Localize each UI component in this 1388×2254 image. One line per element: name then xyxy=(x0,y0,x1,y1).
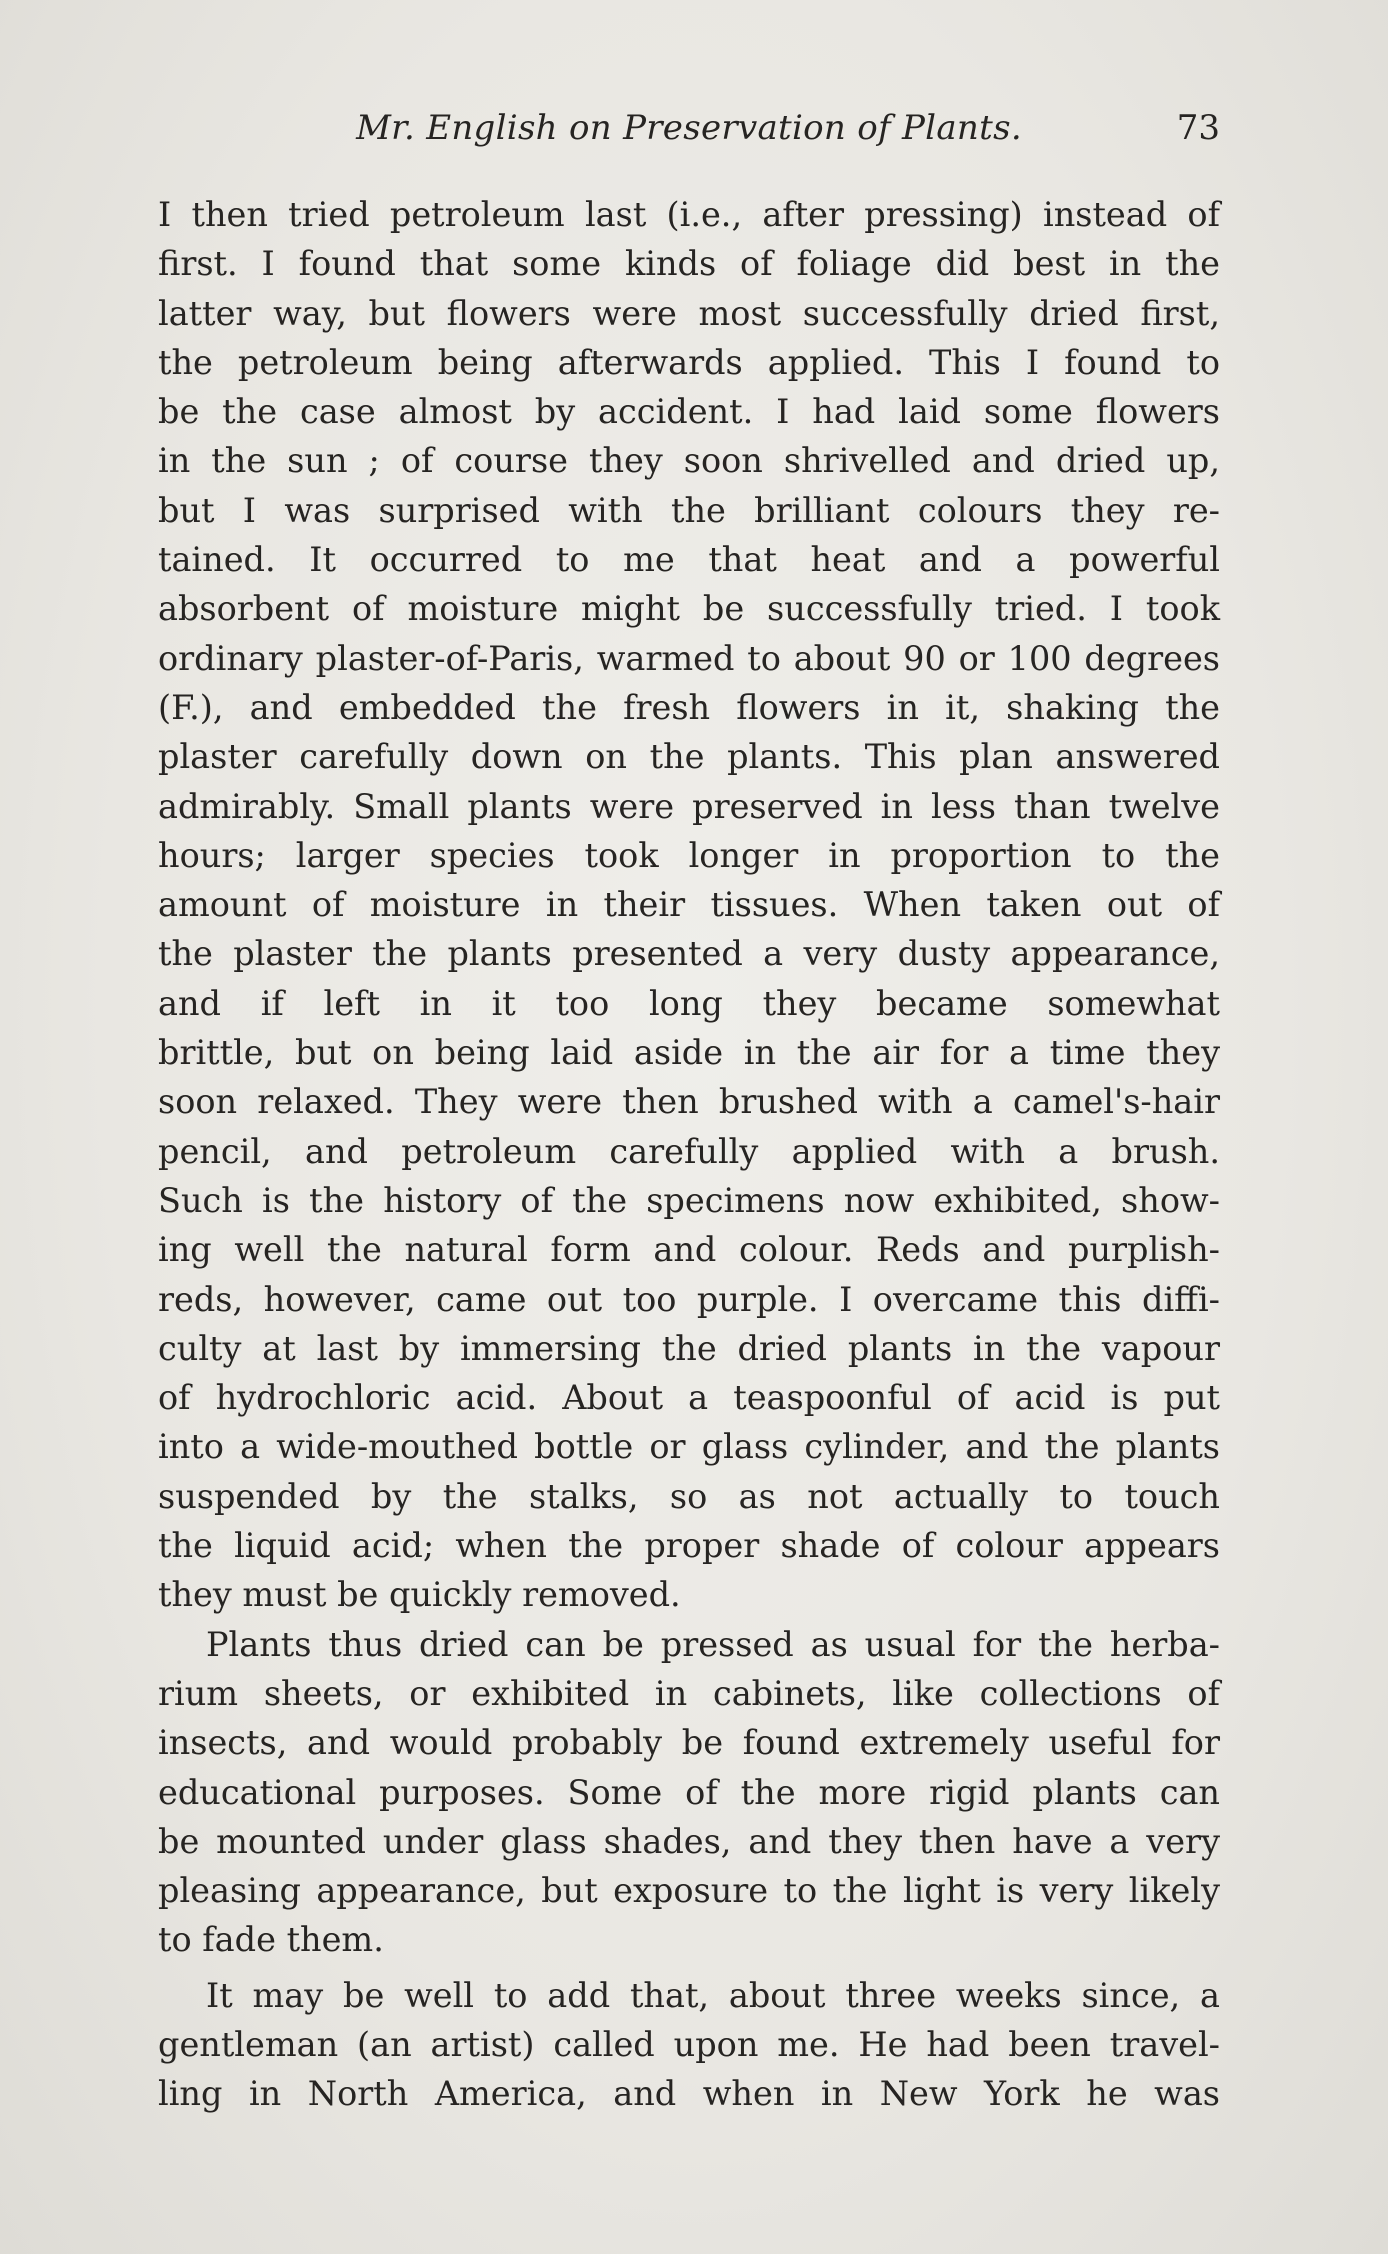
text-line: Plants thus dried can be pressed as usual for the herba- xyxy=(206,1624,1220,1664)
paragraph xyxy=(158,1620,1220,1965)
text-line: latter way, but flowers were most successfully dried first, xyxy=(158,293,1220,333)
text-line: but I was surprised with the brilliant colours they re- xyxy=(158,490,1220,530)
text-line: pleasing appearance, but exposure to the light is very likely xyxy=(158,1871,1220,1911)
text-line: in the sun ; of course they soon shrivelled and dried up, xyxy=(158,441,1220,481)
text-line: first. I found that some kinds of foliage did best in the xyxy=(158,244,1220,284)
text-line: culty at last by immersing the dried plants in the vapour xyxy=(158,1328,1220,1368)
page-header xyxy=(158,100,1220,156)
running-title: Mr. English on Preservation of Plants. xyxy=(356,108,1022,148)
text-line: ing well the natural form and colour. Reds and purplish- xyxy=(158,1230,1220,1270)
text-line: the liquid acid; when the proper shade of colour appears xyxy=(158,1526,1220,1566)
text-line: gentleman (an artist) called upon me. He had been travel- xyxy=(158,2024,1220,2064)
text-line: they must be quickly removed. xyxy=(158,1575,681,1615)
text-line: to fade them. xyxy=(158,1920,384,1960)
text-line: (F.), and embedded the fresh flowers in it, shaking the xyxy=(158,687,1220,727)
text-line: be mounted under glass shades, and they then have a very xyxy=(158,1821,1220,1861)
text-line: hours; larger species took longer in proportion to the xyxy=(158,835,1220,875)
text-line: amount of moisture in their tissues. When taken out of xyxy=(158,885,1220,925)
text-line: and if left in it too long they became somewhat xyxy=(158,983,1220,1023)
text-line: ordinary plaster-of-Paris, warmed to about 90 or 100 degrees xyxy=(158,638,1220,678)
text-line: absorbent of moisture might be successfully tried. I took xyxy=(158,589,1220,629)
text-line: into a wide-mouthed bottle or glass cylinder, and the plants xyxy=(158,1427,1220,1467)
text-line: soon relaxed. They were then brushed with a camel's-hair xyxy=(158,1082,1220,1122)
paragraph xyxy=(158,1971,1220,2119)
text-line: It may be well to add that, about three weeks since, a xyxy=(206,1975,1220,2015)
text-line: tained. It occurred to me that heat and a powerful xyxy=(158,540,1220,580)
text-line: of hydrochloric acid. About a teaspoonful of acid is put xyxy=(158,1378,1220,1418)
text-line: ling in North America, and when in New York he was xyxy=(158,2074,1220,2114)
body-text xyxy=(158,190,1220,2119)
text-line: insects, and would probably be found extremely useful for xyxy=(158,1723,1220,1763)
text-line: plaster carefully down on the plants. This plan answered xyxy=(158,737,1220,777)
text-line: I then tried petroleum last (i.e., after pressing) instead of xyxy=(158,195,1220,234)
text-line: brittle, but on being laid aside in the air for a time they xyxy=(158,1033,1220,1073)
text-line: reds, however, came out too purple. I overcame this diffi- xyxy=(158,1279,1220,1319)
text-line: Such is the history of the specimens now exhibited, show- xyxy=(158,1180,1220,1220)
text-line: pencil, and petroleum carefully applied with a brush. xyxy=(158,1131,1220,1171)
text-line: the plaster the plants presented a very dusty appearance, xyxy=(158,934,1220,974)
text-line: rium sheets, or exhibited in cabinets, like collections of xyxy=(158,1673,1220,1713)
text-line: be the case almost by accident. I had laid some flowers xyxy=(158,392,1220,432)
page-number: 73 xyxy=(1176,108,1220,148)
text-line: the petroleum being afterwards applied. This I found to xyxy=(158,342,1220,382)
paragraph xyxy=(158,190,1220,1620)
text-line: suspended by the stalks, so as not actually to touch xyxy=(158,1476,1220,1516)
text-line: admirably. Small plants were preserved in less than twelve xyxy=(158,786,1220,826)
text-line: educational purposes. Some of the more rigid plants can xyxy=(158,1772,1220,1812)
